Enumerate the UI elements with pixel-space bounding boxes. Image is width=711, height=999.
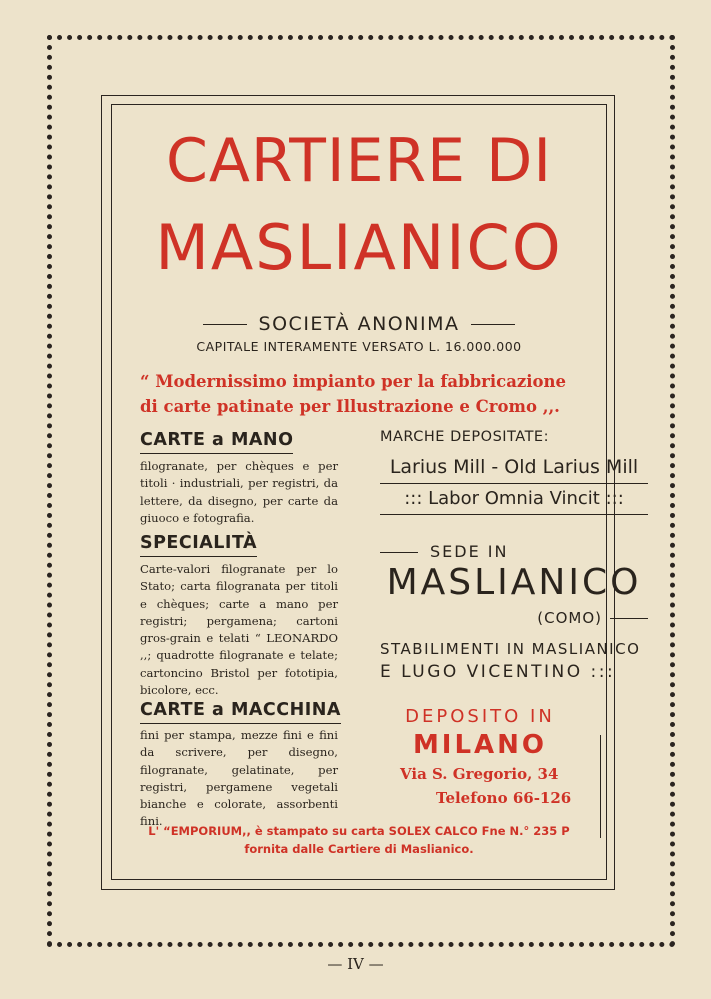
trademark-labor: ::: Labor Omnia Vincit ::: bbox=[380, 488, 648, 515]
seat-label-text: SEDE IN bbox=[430, 542, 509, 561]
warehouse-address: Via S. Gregorio, 34 bbox=[400, 765, 559, 783]
section-text-carte-a-mano: filogranate, per chèques e per titoli · industriali, per registri, da lettere, da disegno, per carte da giuoco e fotografia. bbox=[140, 459, 338, 525]
seat-province-text: (COMO) bbox=[537, 609, 602, 627]
slogan-line-2: di carte patinate per Illustrazione e Cromo ,,. bbox=[140, 397, 560, 416]
footnote-line-2: fornita dalle Cartiere di Maslianico. bbox=[244, 842, 474, 856]
section-heading-specialita: SPECIALITÀ bbox=[140, 533, 257, 557]
rule-right bbox=[471, 324, 515, 325]
section-text-carte-a-macchina: fini per stampa, mezze fini e fini da scrivere, per disegno, filogranate, gelatinate, per registri, pergamene vegetali bianche e colorate, assorbenti fini. bbox=[140, 728, 338, 829]
seat-province bbox=[380, 609, 648, 627]
plants-line-2: E LUGO VICENTINO ::: bbox=[380, 662, 616, 682]
section-heading-carte-a-mano: CARTE a MANO bbox=[140, 430, 293, 454]
seat-city: MASLIANICO bbox=[386, 562, 642, 603]
warehouse-city: MILANO bbox=[412, 730, 548, 760]
warehouse-phone: Telefono 66-126 bbox=[436, 789, 572, 807]
title-line-2: MASLIANICO bbox=[155, 211, 563, 284]
rule-como bbox=[610, 618, 648, 619]
company-type bbox=[111, 313, 607, 335]
page-number: — IV — bbox=[327, 955, 384, 973]
seat-label bbox=[380, 542, 648, 561]
rule-sede bbox=[380, 552, 418, 553]
warehouse-label: DEPOSITO IN bbox=[405, 706, 555, 727]
company-type-label: SOCIETÀ ANONIMA bbox=[258, 313, 460, 335]
footnote-line-1: L' “EMPORIUM,, è stampato su carta SOLEX CALCO Fne N.° 235 P bbox=[148, 824, 570, 838]
title-line-1: CARTIERE DI bbox=[165, 126, 553, 196]
rule-left bbox=[203, 324, 247, 325]
section-heading-carte-a-macchina: CARTE a MACCHINA bbox=[140, 700, 341, 724]
trademark-larius: Larius Mill - Old Larius Mill bbox=[380, 456, 648, 484]
plants-line-1: STABILIMENTI IN MASLIANICO bbox=[380, 640, 641, 658]
trademarks-label: MARCHE DEPOSITATE: bbox=[380, 429, 549, 445]
capital-statement: CAPITALE INTERAMENTE VERSATO L. 16.000.000 bbox=[196, 339, 522, 354]
section-text-specialita: Carte-valori filogranate per lo Stato; carta filogranata per titoli e chèques; carte a mano per registri; pergamena; cartoni gros-grain e telati “ LEONARDO ,,; quadrotte filogranate e telate; cartoncino Bristol per fototipia, bicolore, ecc. bbox=[140, 562, 338, 698]
slogan-line-1: “ Modernissimo impianto per la fabbricazione bbox=[140, 372, 567, 391]
